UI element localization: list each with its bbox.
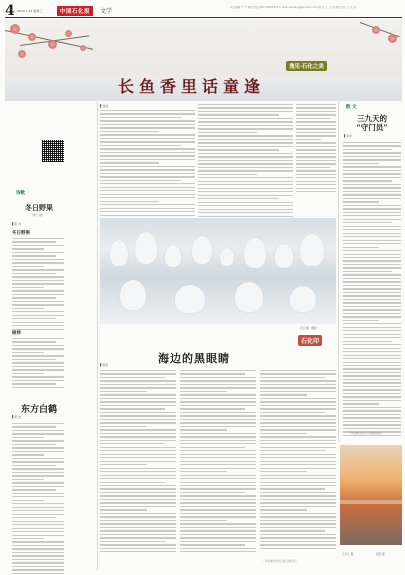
snowy-tree — [235, 282, 263, 312]
water-reflection — [340, 500, 402, 504]
page-number: 4 — [5, 3, 15, 19]
plum-blossom — [80, 45, 86, 51]
middle-body-col3 — [260, 370, 336, 551]
poem1-title: 冬日野果 — [25, 203, 53, 212]
essay-author: ▌刘华 — [344, 134, 353, 138]
snowy-tree — [110, 240, 128, 266]
snowy-tree — [275, 244, 293, 268]
plum-blossom — [372, 26, 380, 34]
poem1-subheading-2: 树林 — [12, 331, 21, 336]
snowy-tree — [300, 234, 324, 266]
poem1-body — [12, 238, 64, 332]
photo-caption-right: 武阳 摄 — [376, 553, 385, 556]
snowy-tree — [165, 245, 181, 267]
plum-blossom — [18, 50, 26, 58]
middle-badge: 石化印 — [298, 335, 322, 346]
poem1b-body — [12, 338, 64, 390]
poem2-author: ▌陈 浩 — [12, 415, 22, 419]
issue-date: 2024.1.24 星期三 — [17, 9, 43, 13]
newspaper-brand: 中国石化报 — [57, 6, 93, 16]
middle-article-author: ▌陈阳 — [100, 363, 109, 367]
header-rule — [5, 17, 402, 18]
middle-article-title: 海边的黑眼睛 — [158, 352, 230, 365]
plum-blossom — [28, 33, 36, 41]
plum-blossom — [388, 34, 397, 43]
poetry-section-tag: 诗歌 — [16, 191, 25, 196]
essay-section-tag: 散 文 — [346, 105, 357, 110]
qr-code[interactable] — [42, 140, 64, 162]
feature-title: 长鱼香里话童逢 — [118, 77, 266, 96]
snowy-tree — [220, 248, 234, 266]
poem1-subtitle: （外一首） — [30, 213, 46, 217]
middle-body-col1 — [100, 370, 176, 555]
plum-blossom — [10, 24, 20, 34]
poem1-author: ▌陈 浩 — [12, 222, 22, 226]
snowy-tree — [192, 236, 212, 264]
column-divider — [97, 102, 98, 570]
sunset-photo — [340, 445, 402, 545]
essay-title: 三九天的 “守门员” — [356, 114, 388, 132]
snowy-tree — [135, 232, 157, 264]
snowy-tree — [290, 286, 316, 312]
essay-body — [343, 142, 401, 438]
snowy-tree — [120, 280, 146, 310]
feature-body-col3 — [296, 104, 336, 195]
feature-author: ▌刘成 — [100, 104, 109, 108]
feature-badge: 逸见·石化之美 — [286, 61, 327, 71]
snowy-tree — [175, 285, 205, 313]
poem1-subheading: 冬日野果 — [12, 231, 30, 236]
section-title: 文学 — [100, 8, 113, 15]
poem2-title: 东方白鹤 — [20, 405, 57, 415]
middle-note: （作者单位系中石化天津石化） — [262, 560, 299, 563]
poem2-body — [12, 423, 64, 575]
editor-info: 责任编辑 严 芳 联系电话 010-59963112 E-mail:yanfang@sinopec.com 版 式 王 文 萍 版式设计 王 文 萍 — [230, 6, 357, 9]
photo-caption-left: 王学红 摄 — [342, 553, 354, 556]
plum-blossom — [48, 40, 57, 49]
middle-body-col2 — [180, 370, 256, 555]
essay-note: （作者单位系中石化胜利油田） — [348, 432, 385, 435]
column-divider — [338, 102, 339, 442]
snowy-tree — [244, 238, 266, 268]
photo-caption: 张书 摄（摄影） — [300, 327, 319, 330]
plum-blossom — [65, 30, 72, 37]
